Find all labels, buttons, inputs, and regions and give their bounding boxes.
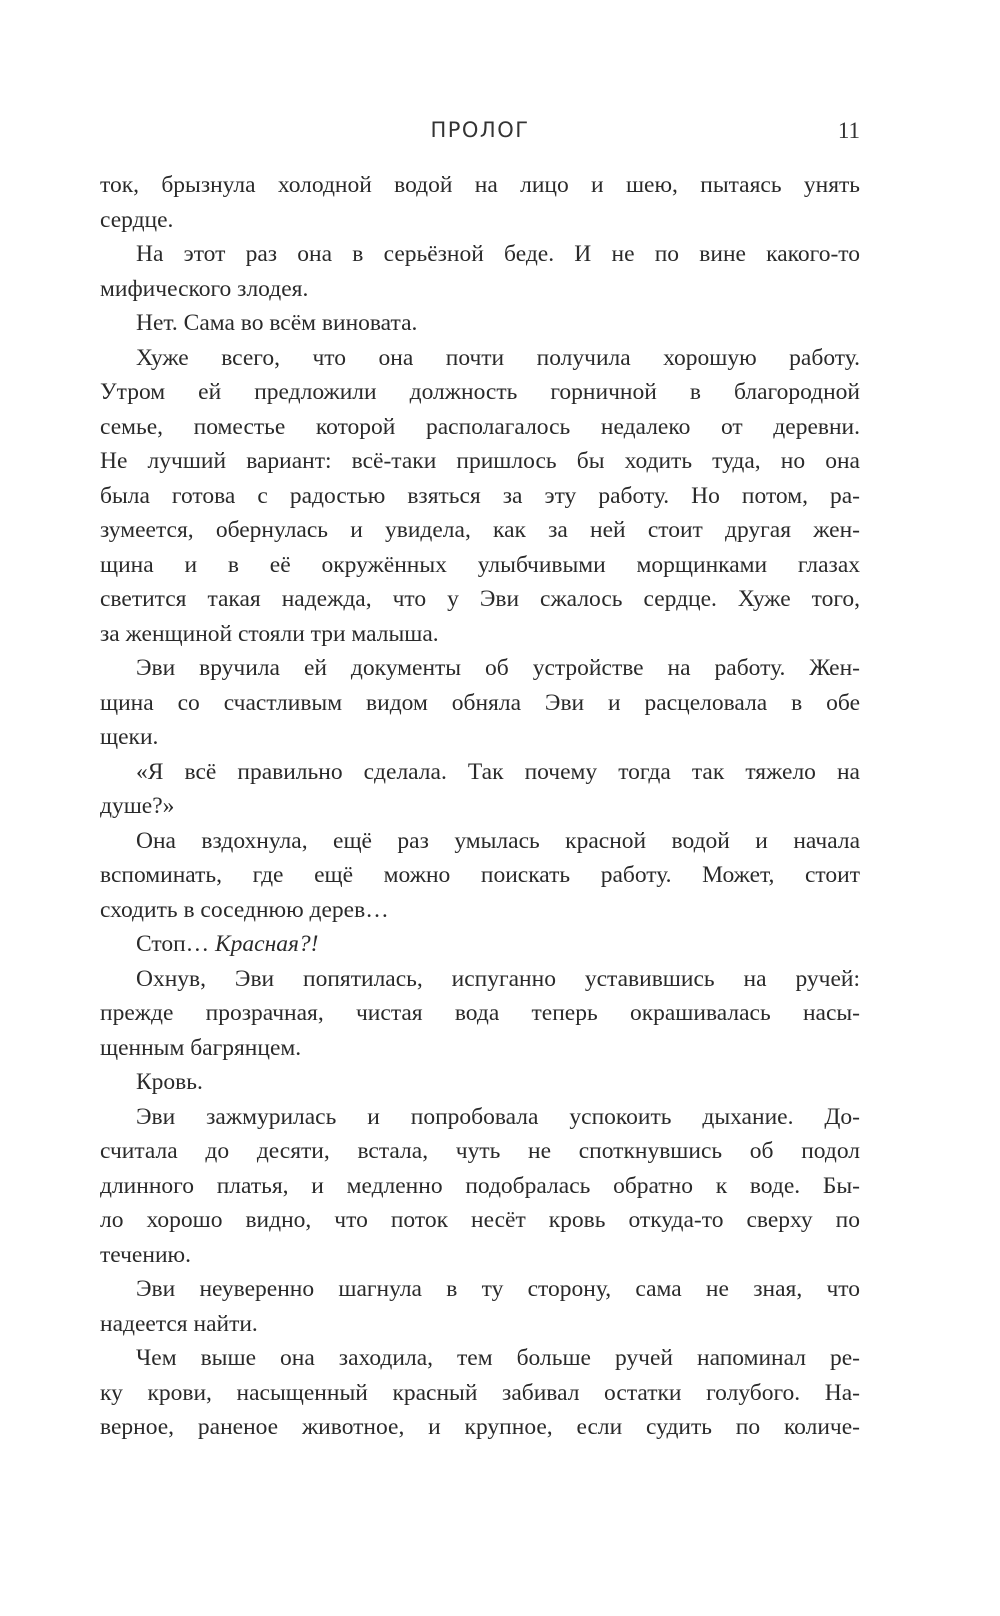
text-line-content: Утром ей предложили должность горничной в благородной	[100, 379, 860, 405]
text-line	[100, 1341, 860, 1376]
text-line-content: Эви зажмурилась и попробовала успокоить дыхание. До-	[136, 1103, 860, 1130]
text-line-content: длинного платья, и медленно подобралась обратно к воде. Бы-	[100, 1172, 860, 1199]
text-line-content: Охнув, Эви попятилась, испуганно уставившись на ручей:	[136, 965, 860, 992]
text-line	[100, 444, 860, 479]
text-line	[100, 410, 860, 445]
text-line	[100, 1272, 860, 1307]
text-line-content: ло хорошо видно, что поток несёт кровь откуда-то сверху по	[100, 1207, 860, 1233]
text-line	[100, 720, 860, 755]
text-line-content: мифического злодея.	[100, 275, 309, 302]
chapter-title: ПРОЛОГ	[430, 118, 530, 142]
text-line	[100, 996, 860, 1031]
text-line	[100, 168, 860, 203]
text-line	[100, 341, 860, 376]
emphasized-text: Красная?!	[215, 931, 319, 957]
text-line-content: Эви вручила ей документы об устройстве на работу. Жен-	[136, 655, 860, 681]
body-text	[100, 168, 860, 1445]
text-line-content: за женщиной стояли три малыша.	[100, 620, 439, 647]
text-line-content: светится такая надежда, что у Эви сжалось сердце. Хуже того,	[100, 586, 860, 612]
text-line	[100, 789, 860, 824]
text-line	[100, 548, 860, 583]
text-line-content: щина со счастливым видом обняла Эви и расцеловала в обе	[100, 689, 860, 716]
text-line-content: Хуже всего, что она почти получила хорошую работу.	[136, 344, 860, 371]
text-line-content: верное, раненое животное, и крупное, если судить по количе-	[100, 1414, 860, 1440]
text-line-content: Не лучший вариант: всё-таки пришлось бы ходить туда, но она	[100, 448, 860, 474]
text-line	[100, 1134, 860, 1169]
text-line	[100, 479, 860, 514]
text-line	[100, 858, 860, 893]
text-line-content: Нет. Сама во всём виновата.	[136, 310, 418, 336]
text-line-content: прежде прозрачная, чистая вода теперь окрашивалась насы-	[100, 1000, 860, 1026]
text-line	[100, 651, 860, 686]
text-line	[100, 1100, 860, 1135]
text-line	[100, 582, 860, 617]
text-line-content: считала до десяти, встала, чуть не споткнувшись об подол	[100, 1138, 860, 1164]
text-line-content: Кровь.	[136, 1069, 203, 1095]
text-line	[100, 962, 860, 997]
text-line	[100, 617, 860, 652]
text-line	[100, 513, 860, 548]
text-line-content: была готова с радостью взяться за эту работу. Но потом, ра-	[100, 482, 860, 509]
text-line	[100, 203, 860, 238]
text-line	[100, 1031, 860, 1066]
text-line	[100, 755, 860, 790]
text-line-content: щеки.	[100, 724, 159, 750]
text-line-content: Чем выше она заходила, тем больше ручей напоминал ре-	[136, 1345, 860, 1371]
text-line	[100, 1065, 860, 1100]
text-line	[100, 237, 860, 272]
text-line	[100, 686, 860, 721]
running-head	[0, 118, 1000, 150]
text-line-content: Стоп…	[136, 931, 210, 957]
text-line-content: зумеется, обернулась и увидела, как за ней стоит другая жен-	[100, 517, 860, 543]
text-line	[100, 893, 860, 928]
text-line-content: надеется найти.	[100, 1310, 258, 1337]
page-number: 11	[837, 118, 860, 143]
text-line-content: ток, брызнула холодной водой на лицо и шею, пытаясь унять	[100, 172, 860, 198]
text-line	[100, 1203, 860, 1238]
text-line	[100, 1307, 860, 1342]
text-line-content: ку крови, насыщенный красный забивал остатки голубого. На-	[100, 1379, 860, 1406]
text-line-content: душе?»	[100, 793, 175, 819]
text-line	[100, 1238, 860, 1273]
text-line	[100, 927, 860, 962]
text-line-content: семье, поместье которой располагалось недалеко от деревни.	[100, 413, 860, 440]
text-line	[100, 1410, 860, 1445]
text-line-content: щенным багрянцем.	[100, 1034, 302, 1061]
text-line-content: сходить в соседнюю дерев…	[100, 896, 389, 923]
text-line	[100, 272, 860, 307]
text-line-content: «Я всё правильно сделала. Так почему тогда так тяжело на	[136, 758, 860, 785]
text-line-content: На этот раз она в серьёзной беде. И не по вине какого-то	[136, 241, 860, 267]
text-line	[100, 306, 860, 341]
text-line-content: Она вздохнула, ещё раз умылась красной водой и начала	[136, 827, 860, 854]
text-line-content: Эви неуверенно шагнула в ту сторону, сама не зная, что	[136, 1276, 860, 1302]
text-line	[100, 824, 860, 859]
text-line-content: течению.	[100, 1241, 191, 1268]
text-line	[100, 1169, 860, 1204]
text-line	[100, 1376, 860, 1411]
text-line-content: вспоминать, где ещё можно поискать работу. Может, стоит	[100, 862, 860, 888]
text-line	[100, 375, 860, 410]
text-line-content: щина и в её окружённых улыбчивыми морщинками глазах	[100, 551, 860, 578]
text-line-content: сердце.	[100, 206, 174, 233]
